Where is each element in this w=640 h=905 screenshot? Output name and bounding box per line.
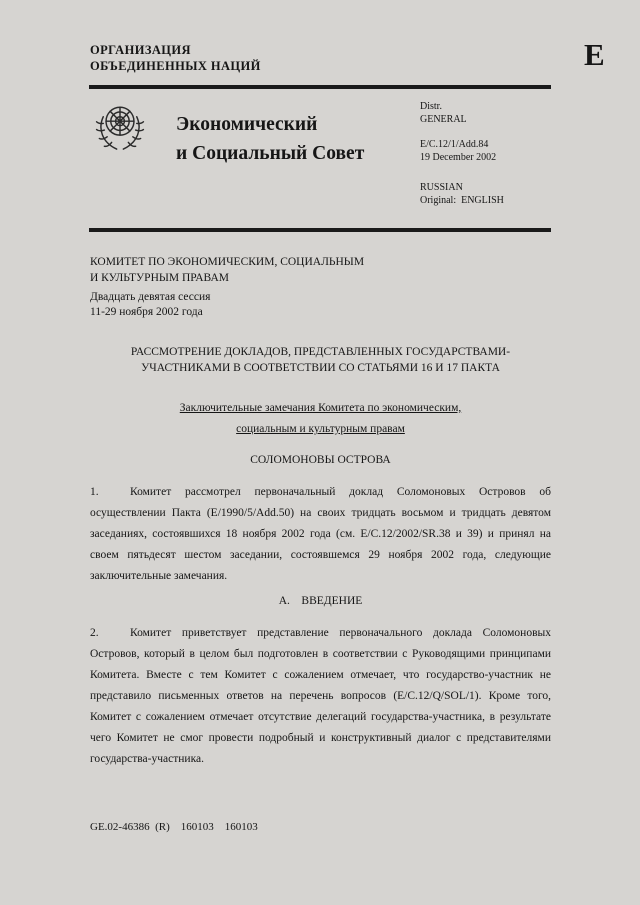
distribution-block <box>420 100 504 207</box>
document-subtitle-line1: Заключительные замечания Комитета по экономическим, <box>179 402 462 414</box>
paragraph-1 <box>90 482 551 587</box>
document-date: 19 December 2002 <box>420 152 497 163</box>
paragraph-2 <box>90 623 551 770</box>
committee-heading-line2: И КУЛЬТУРНЫМ ПРАВАМ <box>90 272 230 284</box>
council-title <box>176 110 364 168</box>
original-language: Original: ENGLISH <box>420 195 504 206</box>
committee-heading <box>90 254 364 286</box>
committee-heading-line1: КОМИТЕТ ПО ЭКОНОМИЧЕСКИМ, СОЦИАЛЬНЫМ <box>90 256 365 268</box>
paragraph-2-text: Комитет приветствует представление первоначального доклада Соломоновых Островов, который в целом был подготовлен в соответствии с Руководящими принципами Комитета. Вместе с тем Комитет с сожалением отмечает, что государство-участник не представило письменных ответов на перечень вопросов (E/C.12/Q/SOL/1). Кроме того, Комитет с сожалением отмечает отсутствие делегаций государства-участника, в результате чего Комитет не смог провести подробный и конструктивный диалог с представителями государства-участника. <box>90 627 551 765</box>
distr-type: GENERAL <box>420 114 467 125</box>
horizontal-rule-top <box>89 85 551 89</box>
un-emblem-icon <box>92 100 148 163</box>
document-footer-reference: GE.02-46386 (R) 160103 160103 <box>90 821 258 833</box>
paragraph-2-number: 2. <box>90 627 99 639</box>
section-a-heading: A. ВВЕДЕНИЕ <box>278 595 363 607</box>
session-info <box>90 290 210 320</box>
paragraph-1-text: Комитет рассмотрел первоначальный доклад Соломоновых Островов об осуществлении Пакта (Е/1990/5/Add.50) на своих тридцать восьмом и тридцать девятом заседаниях, состоявшихся 18 ноября 2002 года (см. E/C.12/2002/SR.38 и 39) и принял на своем пятьдесят шестом заседании, состоявшемся 29 ноября 2002 года, следующие заключительные замечания. <box>90 486 551 582</box>
org-name-line1: ОРГАНИЗАЦИЯ <box>90 43 191 57</box>
document-language: RUSSIAN <box>420 182 463 193</box>
paragraph-1-number: 1. <box>90 486 99 498</box>
council-title-line2: и Социальный Совет <box>176 143 365 164</box>
document-subtitle-line2: социальным и культурным правам <box>236 423 405 435</box>
session-number: Двадцать девятая сессия <box>90 291 211 303</box>
document-subtitle <box>90 398 551 440</box>
session-dates: 11-29 ноября 2002 года <box>90 306 203 318</box>
org-name-line2: ОБЪЕДИНЕННЫХ НАЦИЙ <box>90 59 261 73</box>
document-title-line1: РАССМОТРЕНИЕ ДОКЛАДОВ, ПРЕДСТАВЛЕННЫХ ГОСУДАРСТВАМИ- <box>130 346 511 358</box>
org-name <box>90 42 261 74</box>
distr-label: Distr. <box>420 101 442 112</box>
council-title-line1: Экономический <box>176 114 318 135</box>
horizontal-rule-masthead <box>89 228 551 232</box>
country-heading: СОЛОМОНОВЫ ОСТРОВА <box>250 454 391 466</box>
document-title-line2: УЧАСТНИКАМИ В СООТВЕТСТВИИ СО СТАТЬЯМИ 16 И 17 ПАКТА <box>141 362 500 374</box>
document-series-letter: E <box>584 37 605 72</box>
document-title <box>90 344 551 376</box>
document-symbol: E/C.12/1/Add.84 <box>420 139 489 150</box>
